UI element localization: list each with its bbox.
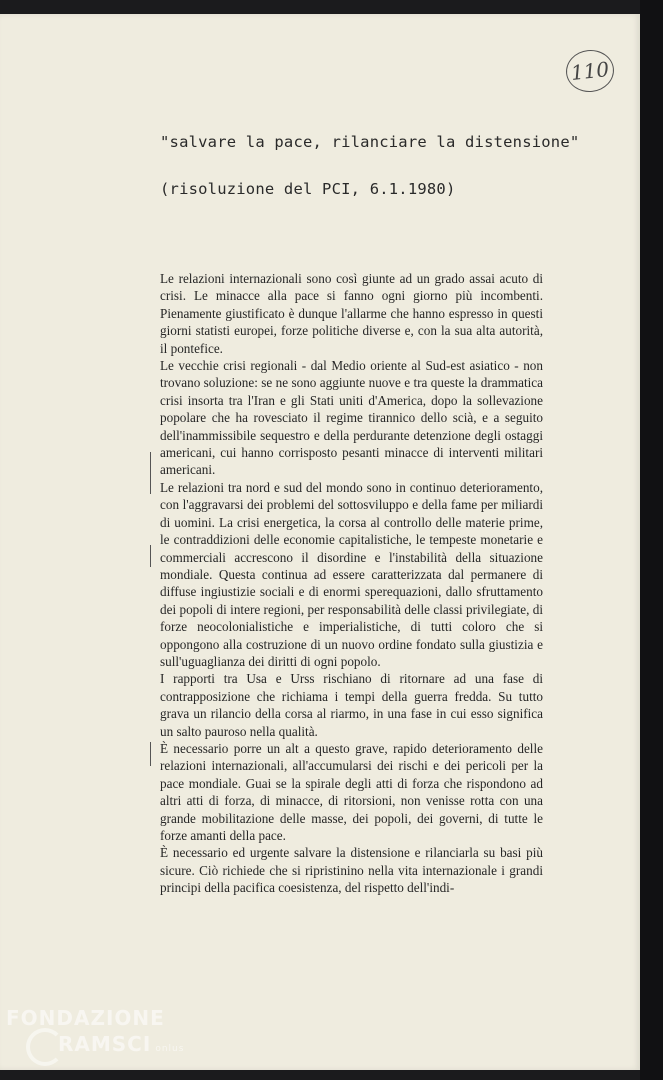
paragraph: Le relazioni internazionali sono così giunte ad un grado assai acuto di crisi. Le minacce alla pace si fanno ogni giorno più incombenti. Pienamente giustificato è dunque l'allarme che hanno espresso in questi giorni statisti europei, forze politiche diverse e, con la sua alta autorità, il pontefice. [160, 271, 543, 356]
watermark-line2-wrap [28, 1032, 184, 1056]
paragraph: I rapporti tra Usa e Urss rischiano di ritornare ad una fase di contrapposizione che richiama i tempi della guerra fredda. Su tutto grava un rilancio della corsa al riarmo, in una fase in cui esso significa un salto pauroso nella qualità. [160, 671, 543, 739]
paragraph: Le relazioni tra nord e sud del mondo sono in continuo deterioramento, con l'aggravarsi dei problemi del sottosviluppo e della fame per miliardi di uomini. La crisi energetica, la corsa al controllo delle materie prime, le contraddizioni delle economie capitalistiche, le tempeste monetarie e commerciali accrescono il disordine e l'instabilità della situazione mondiale. Questa continua ad essere caratterizzata dal permanere di diffuse ingiustizie sociali e di enormi sperequazioni, dallo sfruttamento dei popoli di intere regioni, per responsabilità delle classi privilegiate, di forze neocolonialistiche e imperialistiche, di tutti coloro che si oppongono alla costruzione di un nuovo ordine fondato sulla giustizia e sull'uguaglianza dei diritti di ogni popolo. [160, 479, 543, 669]
document-body [160, 270, 543, 897]
margin-annotation-mark [150, 452, 151, 494]
margin-annotation-mark [150, 545, 151, 567]
archive-watermark [6, 1006, 185, 1056]
scan-edge [640, 0, 663, 1080]
margin-annotation-mark [150, 742, 151, 766]
watermark-line1: FONDAZIONE [6, 1006, 165, 1030]
watermark-suffix: onlus [155, 1044, 185, 1054]
paragraph: È necessario porre un alt a questo grave, rapido deterioramento delle relazioni internazionali, all'accumularsi dei rischi e dei pericoli per la pace mondiale. Guai se la spirale degli atti di forza che rispondono ad altri atti di forza, di minacce, di ritorsioni, non venisse rotta con una grande mobilitazione delle masse, dei popoli, dei governi, di tutte le forze amanti della pace. [160, 740, 543, 843]
document-subtitle: (risoluzione del PCI, 6.1.1980) [160, 180, 456, 198]
watermark-line2: RAMSCI [58, 1032, 152, 1056]
paragraph: È necessario ed urgente salvare la distensione e rilanciarla su basi più sicure. Ciò richiede che si ripristinino nella vita internazionale i grandi principi della pacifica coesistenza, del rispetto dell'indi- [160, 845, 543, 896]
document-title: "salvare la pace, rilanciare la distensione" [160, 133, 580, 151]
page-number-stamp: 110 [564, 48, 616, 95]
paragraph: Le vecchie crisi regionali - dal Medio oriente al Sud-est asiatico - non trovano soluzione: se ne sono aggiunte nuove e tra queste la drammatica crisi insorta tra l'Iran e gli Stati uniti d'America, dopo la sollevazione popolare che ha rovesciato il regime tirannico dello scià, e a seguito dell'inammissibile sequestro e della perdurante detenzione degli ostaggi americani, cui hanno corrisposto pesanti minacce di interventi militari americani. [160, 358, 543, 478]
